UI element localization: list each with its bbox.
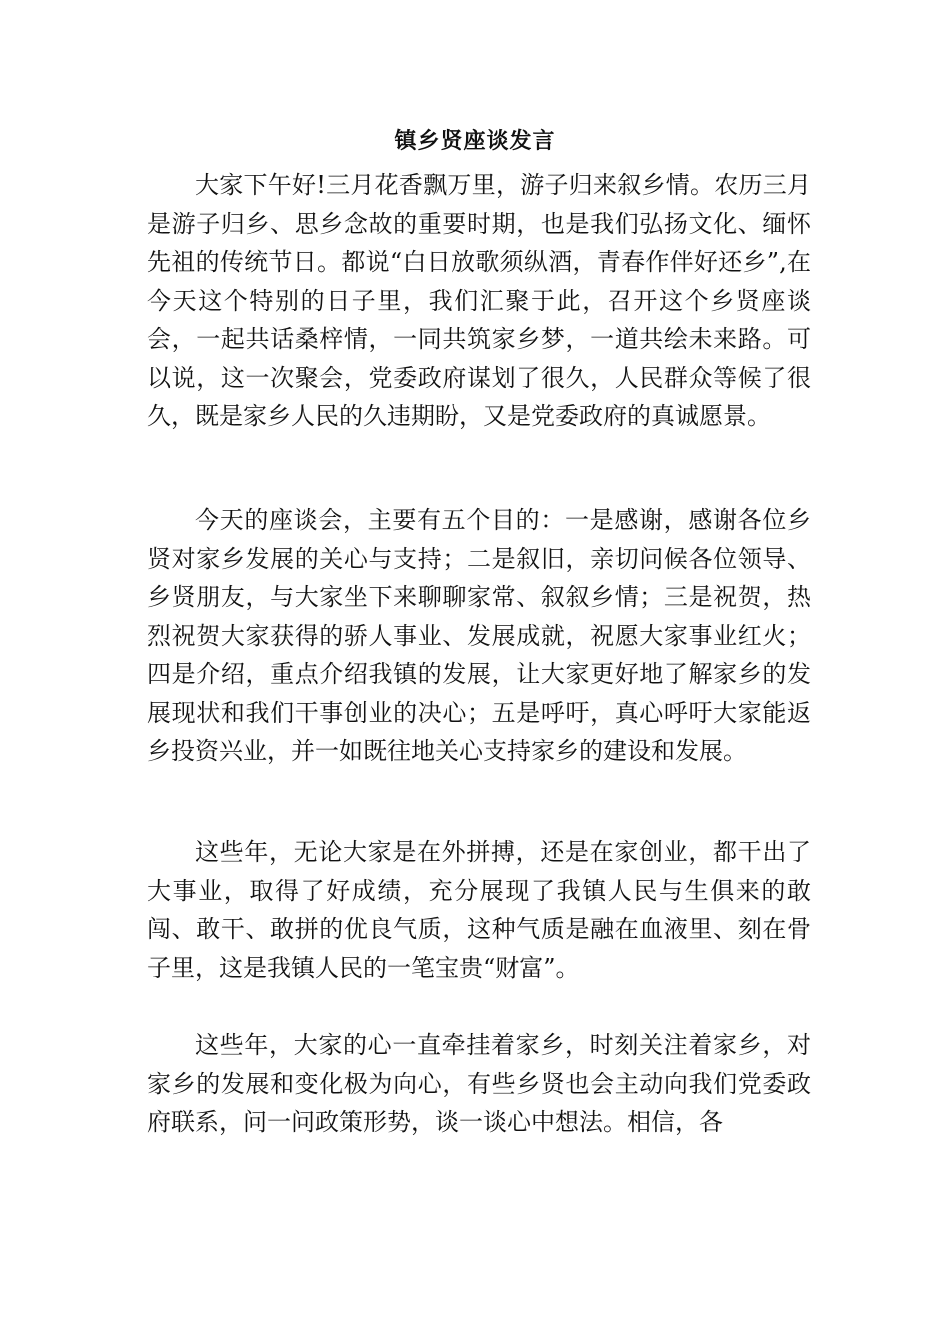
paragraph: 今天的座谈会，主要有五个目的：一是感谢，感谢各位乡贤对家乡发展的关心与支持；二是叙旧，亲切问候各位领导、乡贤朋友，与大家坐下来聊聊家常、叙叙乡情；三是祝贺，热烈祝贺大家获得的骄人事业、发展成就，祝愿大家事业红火；四是介绍，重点介绍我镇的发展，让大家更好地了解家乡的发展现状和我们干事创业的决心；五是呼吁，真心呼吁大家能返乡投资兴业，并一如既往地关心支持家乡的建设和发展。: [147, 506, 811, 765]
document-title: 镇乡贤座谈发言: [394, 128, 556, 154]
paragraph: 大家下午好!三月花香飘万里，游子归来叙乡情。农历三月是游子归乡、思乡念故的重要时期，也是我们弘扬文化、缅怀先祖的传统节日。都说“白日放歌须纵酒，青春作伴好还乡”,在今天这个特别的日子里，我们汇聚于此，召开这个乡贤座谈会，一起共话桑梓情，一同共筑家乡梦，一道共绘未来路。可以说，这一次聚会，党委政府谋划了很久，人民群众等候了很久，既是家乡人民的久违期盼，又是党委政府的真诚愿景。: [147, 171, 811, 430]
paragraph: 这些年，大家的心一直牵挂着家乡，时刻关注着家乡，对家乡的发展和变化极为向心，有些乡贤也会主动向我们党委政府联系，问一问政策形势，谈一谈心中想法。相信，各: [147, 1031, 811, 1136]
paragraph: 这些年，无论大家是在外拼搏，还是在家创业，都干出了大事业，取得了好成绩，充分展现了我镇人民与生俱来的敢闯、敢干、敢拼的优良气质，这种气质是融在血液里、刻在骨子里，这是我镇人民的一笔宝贵“财富”。: [147, 838, 811, 982]
